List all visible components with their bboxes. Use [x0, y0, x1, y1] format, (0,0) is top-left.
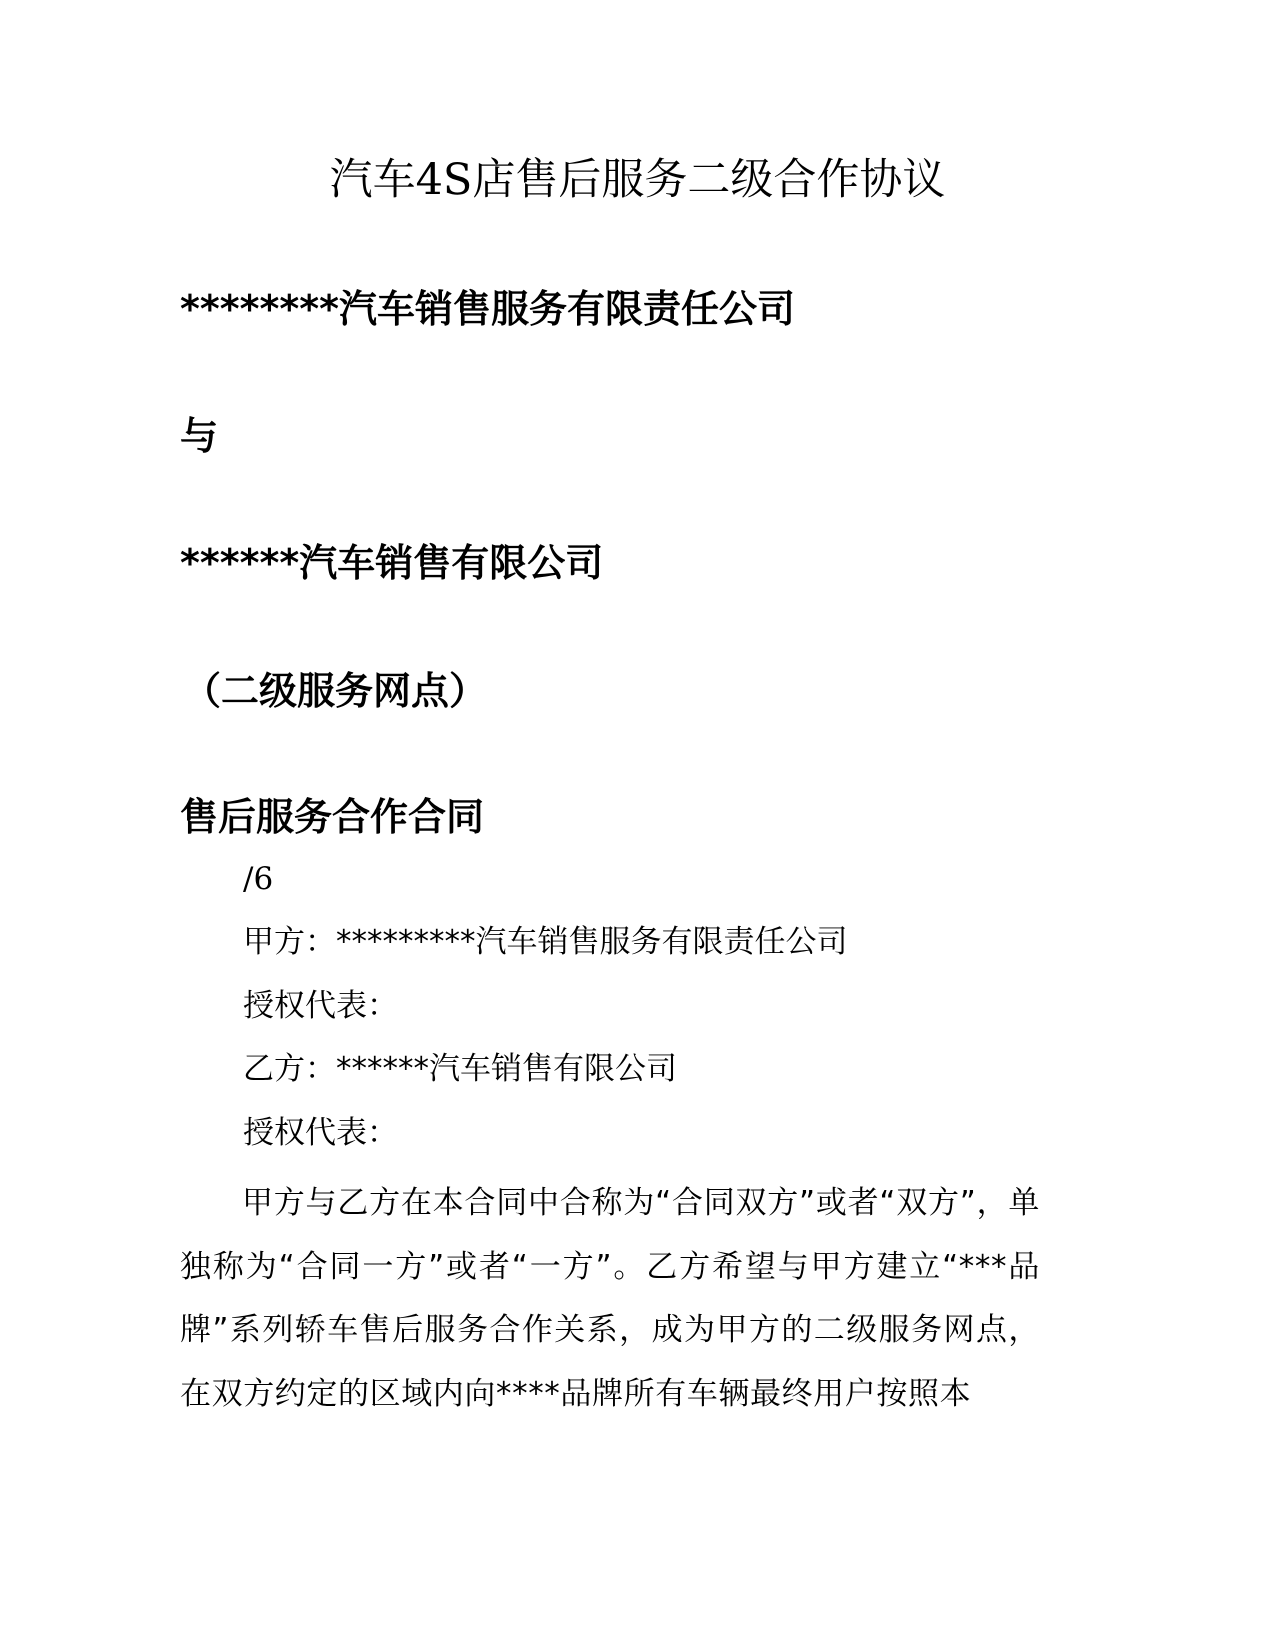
- body-paragraph: 甲方与乙方在本合同中合称为“合同双方”或者“双方”，单独称为“合同一方”或者“一方”。乙方希望与甲方建立“***品牌”系列轿车售后服务合作关系，成为甲方的二级服务网点，在双方约定的区域内向****品牌所有车辆最终用户按照本: [180, 1185, 1040, 1412]
- party-a-representative: 授权代表：: [243, 988, 398, 1024]
- document-title: 汽车4S店售后服务二级合作协议: [329, 155, 946, 205]
- cover-party-b-name: ******汽车销售有限公司: [180, 541, 604, 585]
- cover-conjunction: 与: [180, 414, 219, 458]
- party-a-line: 甲方：*********汽车销售服务有限责任公司: [243, 924, 848, 960]
- cover-contract-name: 售后服务合作合同: [180, 795, 485, 839]
- party-b-representative: 授权代表：: [243, 1115, 398, 1151]
- party-b-line: 乙方：******汽车销售有限公司: [243, 1051, 677, 1087]
- cover-party-a-name: ********汽车销售服务有限责任公司: [180, 287, 795, 331]
- page-marker: /6: [243, 861, 274, 897]
- cover-subtitle: （二级服务网点）: [183, 669, 488, 713]
